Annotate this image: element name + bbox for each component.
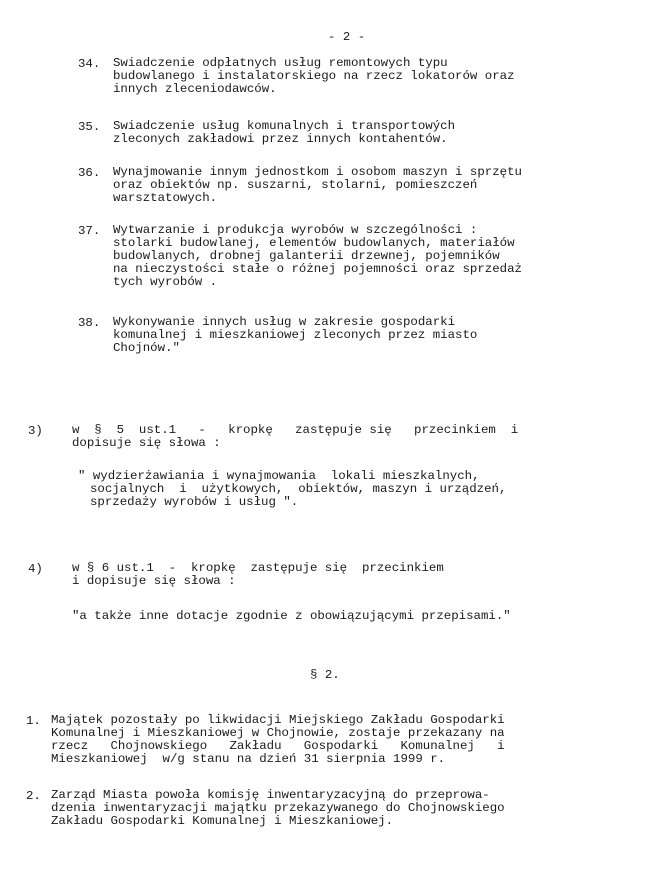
item-line: Wynajmowanie innym jednostkom i osobom maszyn i sprzętu bbox=[113, 165, 522, 179]
point-line: i dopisuje się słowa : bbox=[72, 574, 236, 588]
quote-line: sprzedaży wyrobów i usług ". bbox=[90, 495, 299, 509]
item-number: 36. bbox=[78, 166, 101, 180]
point-number: 3) bbox=[28, 424, 43, 438]
page-number: - 2 - bbox=[328, 30, 366, 44]
point-3 bbox=[72, 424, 518, 450]
item-number: 37. bbox=[78, 224, 101, 238]
item-line: stolarki budowlanej, elementów budowlanych, materiałów bbox=[113, 236, 515, 250]
point-3-quote bbox=[78, 470, 506, 509]
section-line: Zarząd Miasta powoła komisję inwentaryzacyjną do przeprowa- bbox=[51, 788, 490, 802]
section-item-number: 1. bbox=[26, 714, 41, 728]
item-line: Swiadczenie usług komunalnych i transportowých bbox=[113, 119, 456, 133]
item-line: tych wyrobów . bbox=[113, 275, 218, 289]
point-4 bbox=[72, 562, 444, 588]
item-line: innych zleceniodawców. bbox=[113, 82, 277, 96]
item-line: komunalnej i mieszkaniowej zleconych przez miasto bbox=[113, 328, 478, 342]
list-item bbox=[113, 224, 522, 289]
section-item-number: 2. bbox=[26, 789, 41, 803]
item-number: 34. bbox=[78, 57, 101, 71]
section-line: rzecz Chojnowskiego Zakładu Gospodarki Komunalnej i bbox=[51, 739, 505, 753]
item-line: Wytwarzanie i produkcja wyrobów w szczególności : bbox=[113, 223, 478, 237]
section-item bbox=[51, 789, 505, 828]
point-line: dopisuje się słowa : bbox=[72, 436, 221, 450]
section-item bbox=[51, 714, 505, 766]
item-line: oraz obiektów np. suszarni, stolarni, pomieszczeń bbox=[113, 178, 478, 192]
point-4-quote: "a także inne dotacje zgodnie z obowiązującymi przepisami." bbox=[72, 609, 511, 623]
section-heading: § 2. bbox=[310, 668, 340, 682]
list-item bbox=[113, 120, 455, 146]
item-number: 35. bbox=[78, 120, 101, 134]
section-line: dzenia inwentaryzacji majątku przekazywanego do Chojnowskiego bbox=[51, 801, 505, 815]
list-item bbox=[113, 316, 477, 355]
quote-line: " wydzierżawiania i wynajmowania lokali mieszkalnych, bbox=[78, 469, 480, 483]
section-line: Komunalnej i Mieszkaniowej w Chojnowie, zostaje przekazany na bbox=[51, 726, 505, 740]
item-line: warsztatowych. bbox=[113, 191, 218, 205]
point-number: 4) bbox=[28, 562, 43, 576]
list-item bbox=[113, 166, 522, 205]
quote-line: socjalnych i użytkowych, obiektów, maszyn i urządzeń, bbox=[90, 482, 507, 496]
list-item bbox=[113, 57, 515, 96]
point-line: w § 5 ust.1 - kropkę zastępuje się przecinkiem i bbox=[72, 423, 519, 437]
item-line: budowlanego i instalatorskiego na rzecz lokatorów oraz bbox=[113, 69, 515, 83]
section-line: Zakładu Gospodarki Komunalnej i Mieszkaniowej. bbox=[51, 814, 394, 828]
section-line: Majątek pozostały po likwidacji Miejskiego Zakładu Gospodarki bbox=[51, 713, 505, 727]
item-line: Swiadczenie odpłatnych usług remontowych typu bbox=[113, 56, 448, 70]
item-line: budowlanych, drobnej galanterii drzewnej, pojemników bbox=[113, 249, 500, 263]
item-line: Chojnów." bbox=[113, 341, 180, 355]
point-line: w § 6 ust.1 - kropkę zastępuje się przecinkiem bbox=[72, 561, 444, 575]
item-line: na nieczystości stałe o różnej pojemności oraz sprzedaż bbox=[113, 262, 522, 276]
item-line: Wykonywanie innych usług w zakresie gospodarki bbox=[113, 315, 456, 329]
item-number: 38. bbox=[78, 316, 101, 330]
section-line: Mieszkaniowej w/g stanu na dzień 31 sierpnia 1999 r. bbox=[51, 752, 446, 766]
item-line: zleconych zakładowi przez innych kontahentów. bbox=[113, 132, 448, 146]
